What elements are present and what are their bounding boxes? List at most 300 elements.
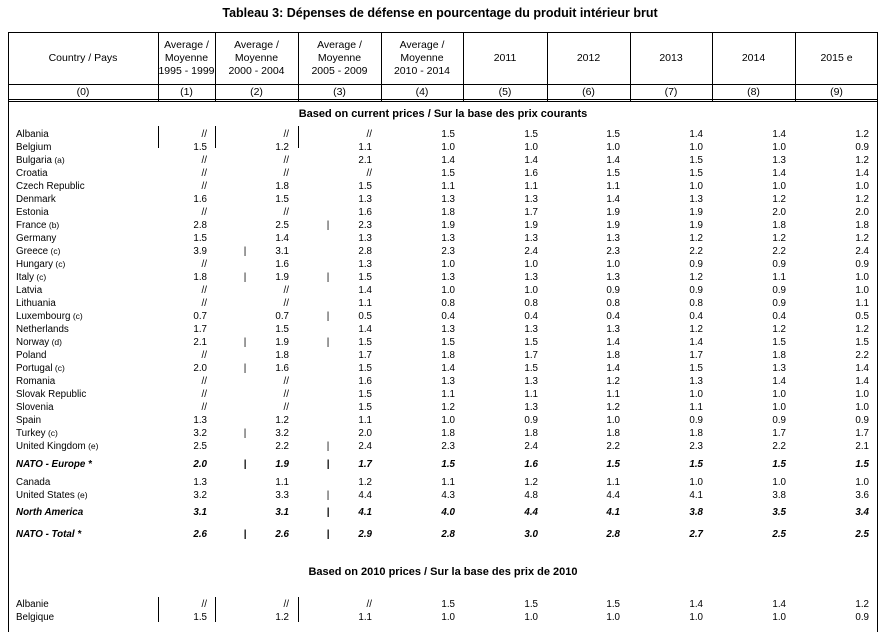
- cell-value: 3.2: [193, 428, 207, 439]
- cell-value: 1.2: [689, 272, 703, 283]
- cell-value: 1.8: [606, 428, 620, 439]
- footnote-marker: (c): [52, 363, 65, 373]
- cell-value: 2.0: [358, 428, 372, 439]
- cell-value: 1.9: [606, 207, 620, 218]
- cell-value: 1.1: [441, 477, 455, 488]
- header-col-4: Average / Moyenne 2010 - 2014: [393, 38, 451, 77]
- cell-value: 1.2: [606, 376, 620, 387]
- country-name: [16, 258, 65, 271]
- cell-value: 1.0: [606, 142, 620, 153]
- footnote-marker: (c): [33, 272, 47, 282]
- country-name: [16, 440, 98, 453]
- cell-value: 4.4: [524, 507, 538, 518]
- country-label: NATO - Europe *: [16, 459, 92, 470]
- table-row: [8, 206, 878, 219]
- cell-value: 1.3: [524, 233, 538, 244]
- cell-value: 1.8: [441, 350, 455, 361]
- country-label: Slovak Republic: [16, 389, 87, 400]
- cell-value: 0.5: [358, 311, 372, 322]
- cell-value: 3.6: [855, 490, 869, 501]
- table-row: [8, 310, 878, 323]
- cell-value: 0.9: [855, 612, 869, 623]
- cell-value: 1.2: [689, 233, 703, 244]
- cell-value: 1.4: [855, 168, 869, 179]
- cell-value: 1.8: [441, 207, 455, 218]
- cell-value: 1.0: [689, 612, 703, 623]
- cell-value: 1.4: [772, 168, 786, 179]
- break-marker: |: [326, 311, 330, 322]
- cell-value: 1.8: [275, 350, 289, 361]
- cell-value: 2.5: [275, 220, 289, 231]
- cell-value: 1.3: [772, 155, 786, 166]
- cell-value: 1.5: [772, 337, 786, 348]
- cell-value: //: [283, 376, 289, 387]
- cell-value: 1.3: [524, 194, 538, 205]
- cell-value: //: [201, 389, 207, 400]
- cell-value: //: [366, 168, 372, 179]
- cell-value: 1.4: [689, 129, 703, 140]
- cell-value: 1.5: [689, 155, 703, 166]
- country-label: Greece: [16, 246, 49, 257]
- table-row: [8, 427, 878, 440]
- cell-value: 1.6: [193, 194, 207, 205]
- cell-value: 3.2: [193, 490, 207, 501]
- cell-value: 0.4: [689, 311, 703, 322]
- cell-value: 1.6: [524, 459, 538, 470]
- cell-value: 2.5: [193, 441, 207, 452]
- cell-value: 1.2: [772, 194, 786, 205]
- cell-value: //: [366, 129, 372, 140]
- cell-value: 1.3: [606, 233, 620, 244]
- cell-value: 1.6: [524, 168, 538, 179]
- column-number: (2): [250, 86, 263, 98]
- cell-value: 1.5: [524, 129, 538, 140]
- footnote-marker: (d): [49, 337, 62, 347]
- cell-value: 1.4: [606, 194, 620, 205]
- cell-value: 2.6: [275, 529, 289, 540]
- cell-value: 3.9: [193, 246, 207, 257]
- country-label: Norway: [16, 337, 50, 348]
- cell-value: 1.0: [772, 181, 786, 192]
- cell-value: 2.2: [689, 246, 703, 257]
- cell-value: //: [201, 599, 207, 610]
- country-name: [16, 362, 65, 375]
- table-row: [8, 128, 878, 141]
- cell-value: //: [283, 298, 289, 309]
- table-title: Tableau 3: Dépenses de défense en pourcentage du produit intérieur brut: [222, 6, 658, 20]
- table-row: [8, 245, 878, 258]
- cell-value: 2.5: [772, 529, 786, 540]
- cell-value: 1.0: [772, 402, 786, 413]
- cell-value: 1.2: [855, 599, 869, 610]
- cell-value: 2.0: [193, 363, 207, 374]
- cell-value: 3.8: [772, 490, 786, 501]
- column-number: (0): [76, 86, 90, 98]
- cell-value: 1.3: [689, 376, 703, 387]
- cell-value: 1.3: [772, 363, 786, 374]
- cell-value: 1.7: [772, 428, 786, 439]
- cell-value: 1.7: [689, 350, 703, 361]
- cell-value: 0.9: [689, 259, 703, 270]
- footnote-marker: (b): [46, 220, 60, 230]
- table-row: [8, 388, 878, 401]
- country-name: [16, 219, 59, 232]
- cell-value: 1.0: [441, 142, 455, 153]
- cell-value: 1.5: [358, 181, 372, 192]
- cell-value: 1.8: [275, 181, 289, 192]
- country-label: Slovenia: [16, 402, 54, 413]
- cell-value: //: [201, 402, 207, 413]
- cell-value: 1.3: [606, 324, 620, 335]
- cell-value: 1.5: [689, 363, 703, 374]
- cell-value: 2.0: [193, 459, 207, 470]
- cell-value: 1.5: [606, 599, 620, 610]
- break-marker: |: [243, 529, 247, 540]
- cell-value: //: [283, 207, 289, 218]
- country-name: [16, 180, 85, 193]
- cell-value: 0.9: [689, 285, 703, 296]
- cell-value: 0.4: [772, 311, 786, 322]
- cell-value: //: [201, 155, 207, 166]
- table-row: [8, 219, 878, 232]
- country-label: Croatia: [16, 168, 48, 179]
- cell-value: 0.9: [772, 285, 786, 296]
- cell-value: 1.7: [193, 324, 207, 335]
- cell-value: 4.1: [689, 490, 703, 501]
- cell-value: 1.2: [524, 477, 538, 488]
- cell-value: 1.0: [441, 415, 455, 426]
- cell-value: 1.0: [855, 181, 869, 192]
- country-label: United Kingdom: [16, 441, 86, 452]
- cell-value: //: [201, 350, 207, 361]
- country-label: Luxembourg: [16, 311, 71, 322]
- cell-value: 1.5: [193, 142, 207, 153]
- cell-value: 2.1: [358, 155, 372, 166]
- cell-value: 1.1: [358, 298, 372, 309]
- country-label: Turkey: [16, 428, 46, 439]
- break-marker: |: [243, 459, 247, 470]
- cell-value: 1.1: [358, 612, 372, 623]
- cell-value: 0.9: [772, 415, 786, 426]
- cell-value: 1.5: [358, 363, 372, 374]
- cell-value: 2.2: [772, 441, 786, 452]
- cell-value: 1.1: [441, 389, 455, 400]
- country-name: [16, 506, 83, 519]
- cell-value: 0.9: [524, 415, 538, 426]
- cell-value: 1.4: [358, 324, 372, 335]
- cell-value: 1.5: [193, 233, 207, 244]
- country-label: North America: [16, 507, 84, 518]
- cell-value: 1.8: [689, 428, 703, 439]
- table-row: [8, 297, 878, 310]
- cell-value: 1.2: [275, 415, 289, 426]
- cell-value: 1.4: [606, 363, 620, 374]
- cell-value: 1.5: [441, 168, 455, 179]
- footnote-marker: (c): [70, 311, 83, 321]
- cell-value: 0.9: [606, 285, 620, 296]
- cell-value: 1.1: [606, 477, 620, 488]
- cell-value: 2.3: [358, 220, 372, 231]
- cell-value: 3.5: [772, 507, 786, 518]
- break-marker: |: [326, 272, 330, 283]
- table-row: [8, 271, 878, 284]
- total-row: [8, 528, 878, 541]
- cell-value: 1.6: [358, 207, 372, 218]
- country-name: [16, 193, 56, 206]
- cell-value: 1.3: [524, 402, 538, 413]
- country-label: United States: [16, 490, 75, 501]
- country-name: [16, 154, 65, 167]
- cell-value: 1.0: [855, 402, 869, 413]
- country-label: Bulgaria: [16, 155, 52, 166]
- footnote-marker: (c): [48, 246, 61, 256]
- break-marker: |: [326, 441, 330, 452]
- cell-value: 1.4: [772, 599, 786, 610]
- cell-value: 1.9: [275, 459, 289, 470]
- cell-value: 1.0: [441, 612, 455, 623]
- cell-value: 3.1: [275, 507, 289, 518]
- table-row: [8, 258, 878, 271]
- cell-value: 1.5: [772, 459, 786, 470]
- cell-value: 1.4: [358, 285, 372, 296]
- cell-value: 1.9: [524, 220, 538, 231]
- table-row: [8, 611, 878, 624]
- cell-value: 0.9: [855, 259, 869, 270]
- column-number: (9): [830, 86, 843, 98]
- cell-value: 1.2: [855, 233, 869, 244]
- cell-value: 1.8: [772, 220, 786, 231]
- cell-value: 4.1: [606, 507, 620, 518]
- cell-value: //: [201, 285, 207, 296]
- cell-value: 4.4: [358, 490, 372, 501]
- cell-value: 0.4: [606, 311, 620, 322]
- cell-value: //: [201, 298, 207, 309]
- cell-value: 1.0: [524, 285, 538, 296]
- cell-value: 1.4: [606, 337, 620, 348]
- cell-value: 1.0: [689, 389, 703, 400]
- cell-value: 1.9: [441, 220, 455, 231]
- country-label: Portugal: [16, 363, 53, 374]
- cell-value: 1.1: [855, 298, 869, 309]
- cell-value: 4.0: [441, 507, 455, 518]
- cell-value: //: [201, 168, 207, 179]
- cell-value: 2.3: [441, 246, 455, 257]
- cell-value: 1.1: [606, 181, 620, 192]
- cell-value: //: [201, 259, 207, 270]
- cell-value: 1.9: [689, 207, 703, 218]
- cell-value: 1.0: [606, 415, 620, 426]
- break-marker: |: [326, 337, 330, 348]
- country-name: [16, 401, 54, 414]
- cell-value: 2.8: [441, 529, 455, 540]
- cell-value: 1.0: [855, 272, 869, 283]
- cell-value: 3.2: [275, 428, 289, 439]
- table-row: [8, 180, 878, 193]
- cell-value: 4.4: [606, 490, 620, 501]
- cell-value: 1.5: [524, 363, 538, 374]
- cell-value: 1.6: [358, 376, 372, 387]
- table-row: [8, 167, 878, 180]
- break-marker: |: [326, 529, 330, 540]
- cell-value: //: [201, 376, 207, 387]
- cell-value: 1.3: [524, 324, 538, 335]
- header-col-2: Average / Moyenne 2000 - 2004: [228, 38, 285, 77]
- country-label: Lithuania: [16, 298, 56, 309]
- cell-value: 0.8: [606, 298, 620, 309]
- cell-value: //: [283, 285, 289, 296]
- cell-value: 1.1: [275, 477, 289, 488]
- cell-value: //: [283, 155, 289, 166]
- cell-value: 2.3: [606, 246, 620, 257]
- cell-value: 1.0: [524, 612, 538, 623]
- break-marker: |: [326, 490, 330, 501]
- country-label: Czech Republic: [16, 181, 85, 192]
- cell-value: 2.7: [689, 529, 703, 540]
- footnote-marker: (e): [74, 490, 88, 500]
- country-label: Netherlands: [16, 324, 69, 335]
- cell-value: 2.2: [275, 441, 289, 452]
- cell-value: 1.3: [193, 415, 207, 426]
- cell-value: //: [283, 168, 289, 179]
- cell-value: 1.5: [524, 337, 538, 348]
- table-row: [8, 336, 878, 349]
- country-name: [16, 598, 49, 611]
- country-name: [16, 167, 48, 180]
- cell-value: 1.5: [358, 402, 372, 413]
- cell-value: 1.1: [441, 181, 455, 192]
- cell-value: 3.1: [275, 246, 289, 257]
- break-marker: |: [326, 507, 330, 518]
- country-name: [16, 141, 51, 154]
- cell-value: 1.4: [855, 376, 869, 387]
- country-name: [16, 489, 88, 502]
- cell-value: 2.3: [689, 441, 703, 452]
- break-marker: |: [243, 363, 247, 374]
- table-row: [8, 401, 878, 414]
- country-label: Romania: [16, 376, 56, 387]
- cell-value: 1.0: [772, 389, 786, 400]
- cell-value: 2.4: [855, 246, 869, 257]
- cell-value: 0.4: [524, 311, 538, 322]
- cell-value: 0.8: [689, 298, 703, 309]
- cell-value: 1.0: [524, 259, 538, 270]
- column-number: (5): [498, 86, 512, 98]
- cell-value: 0.9: [772, 259, 786, 270]
- country-label: Belgium: [16, 142, 52, 153]
- country-label: France: [16, 220, 47, 231]
- cell-value: 1.3: [524, 272, 538, 283]
- header-col-5: 2011: [493, 51, 517, 64]
- cell-value: 2.2: [855, 350, 869, 361]
- cell-value: 1.3: [441, 272, 455, 283]
- cell-value: 1.3: [441, 233, 455, 244]
- cell-value: 1.0: [606, 259, 620, 270]
- cell-value: 1.7: [358, 459, 372, 470]
- footnote-marker: (c): [45, 428, 58, 438]
- cell-value: 2.8: [606, 529, 620, 540]
- cell-value: 1.3: [193, 477, 207, 488]
- cell-value: 1.2: [772, 324, 786, 335]
- cell-value: 1.3: [441, 324, 455, 335]
- cell-value: 1.7: [855, 428, 869, 439]
- country-label: Denmark: [16, 194, 56, 205]
- cell-value: //: [283, 129, 289, 140]
- cell-value: 1.9: [275, 272, 289, 283]
- table-row: [8, 375, 878, 388]
- country-label: Germany: [16, 233, 57, 244]
- cell-value: 1.5: [193, 612, 207, 623]
- cell-value: 0.9: [772, 298, 786, 309]
- cell-value: 1.0: [855, 285, 869, 296]
- cell-value: 1.6: [275, 363, 289, 374]
- header-col-3: Average / Moyenne 2005 - 2009: [311, 38, 368, 77]
- cell-value: 1.0: [772, 477, 786, 488]
- cell-value: 2.9: [358, 529, 372, 540]
- cell-value: //: [283, 402, 289, 413]
- cell-value: 1.4: [441, 155, 455, 166]
- cell-value: 1.2: [855, 129, 869, 140]
- column-number: (7): [664, 86, 678, 98]
- table-row: [8, 349, 878, 362]
- cell-value: 0.7: [193, 311, 207, 322]
- country-name: [16, 427, 58, 440]
- section-heading: Based on current prices / Sur la base des prix courants: [298, 108, 588, 120]
- cell-value: 2.2: [606, 441, 620, 452]
- table-row: [8, 598, 878, 611]
- table-row: [8, 489, 878, 502]
- column-number: (3): [333, 86, 346, 98]
- header-col-1: Average / Moyenne 1995 - 1999: [158, 38, 215, 77]
- cell-value: //: [283, 599, 289, 610]
- country-name: [16, 323, 69, 336]
- cell-value: 1.0: [855, 389, 869, 400]
- cell-value: 1.0: [689, 477, 703, 488]
- table-row: [8, 154, 878, 167]
- cell-value: 1.0: [689, 142, 703, 153]
- country-label: Poland: [16, 350, 47, 361]
- cell-value: 1.2: [606, 402, 620, 413]
- table-row: [8, 323, 878, 336]
- cell-value: //: [201, 207, 207, 218]
- cell-value: 2.8: [193, 220, 207, 231]
- cell-value: 1.2: [358, 477, 372, 488]
- cell-value: 1.4: [772, 129, 786, 140]
- cell-value: 0.5: [855, 311, 869, 322]
- total-row: [8, 506, 878, 519]
- cell-value: 1.2: [441, 402, 455, 413]
- cell-value: 1.2: [772, 233, 786, 244]
- cell-value: 1.0: [441, 259, 455, 270]
- cell-value: 1.5: [441, 129, 455, 140]
- cell-value: 2.0: [855, 207, 869, 218]
- cell-value: 1.3: [358, 194, 372, 205]
- cell-value: 3.4: [855, 507, 869, 518]
- cell-value: 1.9: [606, 220, 620, 231]
- cell-value: 1.2: [855, 194, 869, 205]
- table-row: [8, 141, 878, 154]
- cell-value: 1.8: [855, 220, 869, 231]
- footnote-marker: (c): [53, 259, 66, 269]
- cell-value: 1.8: [606, 350, 620, 361]
- table-rule: [8, 84, 878, 85]
- cell-value: 1.2: [275, 142, 289, 153]
- header-col-6: 2012: [576, 51, 601, 64]
- cell-value: 1.1: [524, 389, 538, 400]
- cell-value: 1.8: [524, 428, 538, 439]
- cell-value: //: [201, 129, 207, 140]
- cell-value: 2.1: [855, 441, 869, 452]
- cell-value: 1.5: [606, 459, 620, 470]
